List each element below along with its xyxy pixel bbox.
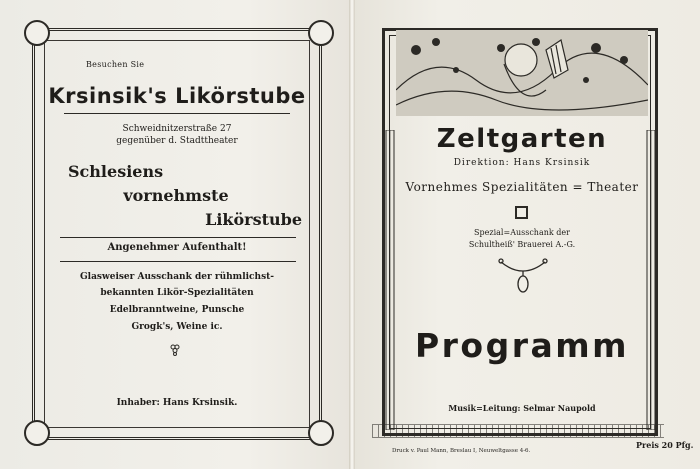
visit-text: Besuchen Sie: [86, 60, 145, 69]
slogan-line-2: vornehmste: [123, 186, 229, 205]
special-line-2: Schultheiß' Brauerei A.-G.: [468, 240, 576, 249]
owner-line: Inhaber: Hans Krsinsik.: [116, 398, 238, 408]
left-pillar-icon: [384, 130, 396, 430]
title-rule: [64, 113, 290, 114]
lyre-woman-illustration-icon: [396, 30, 648, 116]
grape-icon: [170, 344, 182, 356]
printer-line: Druck v. Paul Mann, Breslau I, Neuweltgasse 4-6.: [392, 448, 531, 454]
tagline-rule-bottom: [60, 261, 296, 262]
slogan-line-3: Likörstube: [205, 210, 302, 229]
address-line-2: gegenüber d. Stadttheater: [116, 136, 238, 146]
direction-line: Direktion: Hans Krsinsik: [453, 158, 591, 168]
special-line-1: Spezial=Ausschank der: [474, 228, 570, 237]
corner-ornament-icon: [308, 420, 334, 446]
left-title: Krsinsik's Likörstube: [48, 84, 306, 108]
address-line-1: Schweidnitzerstraße 27: [122, 124, 232, 134]
program-title: Programm: [414, 326, 630, 365]
corner-ornament-icon: [308, 20, 334, 46]
bottom-border-band: [372, 424, 664, 438]
right-pillar-icon: [645, 130, 657, 430]
subtitle: Vornehmes Spezialitäten = Theater: [405, 180, 639, 194]
garland-icon: [498, 256, 548, 296]
corner-ornament-icon: [24, 420, 50, 446]
page-fold: [349, 0, 355, 469]
tagline: Angenehmer Aufenthalt!: [107, 242, 247, 253]
square-ornament-icon: [515, 206, 528, 219]
music-direction: Musik=Leitung: Selmar Naupold: [448, 403, 596, 413]
tagline-rule-top: [60, 237, 296, 238]
slogan-line-1: Schlesiens: [68, 162, 164, 181]
offer-line-2: bekannten Likör-Spezialitäten: [100, 288, 254, 298]
offer-line-1: Glasweiser Ausschank der rühmlichst-: [79, 272, 275, 282]
offer-line-3: Edelbranntweine, Punsche: [109, 305, 245, 315]
price-label: Preis 20 Pfg.: [636, 440, 694, 450]
theater-title: Zeltgarten: [436, 124, 608, 154]
corner-ornament-icon: [24, 20, 50, 46]
offer-line-4: Grogk's, Weine ic.: [131, 322, 223, 332]
